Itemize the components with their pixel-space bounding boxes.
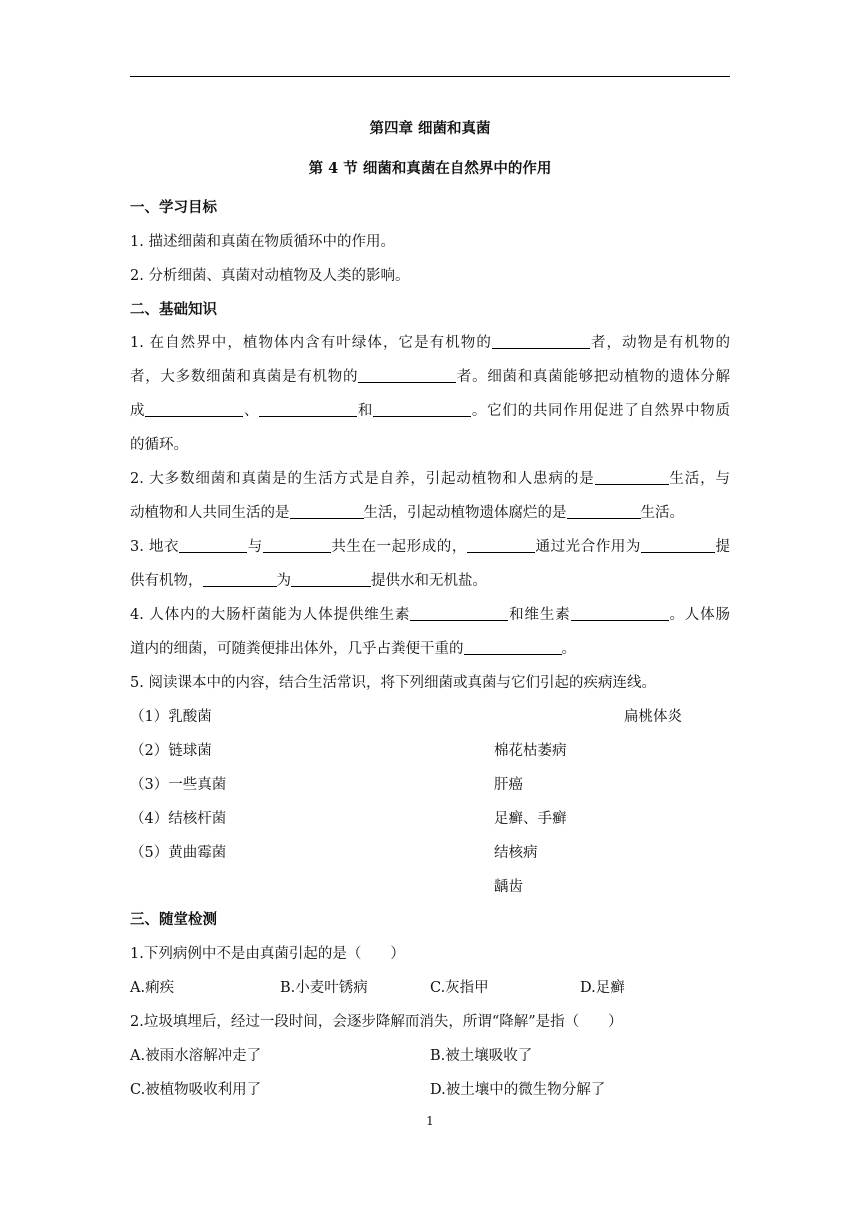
matching-row (130, 775, 730, 795)
answer-blank[interactable] (595, 469, 669, 485)
answer-blank[interactable] (358, 367, 456, 383)
disease-item[interactable]: 棉花枯萎病 (494, 743, 567, 759)
organism-item[interactable]: （1）乳酸菌 (130, 709, 212, 725)
matching-row (130, 707, 730, 727)
organism-item[interactable]: （3）一些真菌 (130, 777, 227, 793)
answer-blank[interactable] (259, 401, 357, 417)
q3-line2: 供有机物， 为 提供水和无机盐。 (130, 573, 487, 589)
q2-line1: 2. 大多数细菌和真菌是的生活方式是自养，引起动植物和人患病的是 生活，与 (130, 471, 730, 487)
q1-line3: 成 、 和 。它们的共同作用促进了自然界中物质 (130, 403, 731, 419)
answer-blank[interactable] (291, 571, 371, 587)
q4-line2: 道内的细菌，可随粪便排出体外，几乎占粪便干重的 。 (130, 641, 576, 657)
disease-item[interactable]: 龋齿 (494, 879, 523, 895)
q1-line4: 的循环。 (130, 437, 188, 453)
answer-blank[interactable] (145, 401, 243, 417)
answer-blank[interactable] (567, 503, 641, 519)
answer-blank[interactable] (467, 537, 535, 553)
answer-blank[interactable] (492, 333, 590, 349)
option-b[interactable]: B.被土壤吸收了 (430, 1048, 533, 1064)
option-c[interactable]: C.被植物吸收利用了 (130, 1082, 262, 1098)
q5-prompt: 5. 阅读课本中的内容，结合生活常识，将下列细菌或真菌与它们引起的疾病连线。 (130, 675, 656, 691)
matching-row (130, 843, 730, 863)
answer-blank[interactable] (179, 537, 247, 553)
option-a[interactable]: A.被雨水溶解冲走了 (130, 1048, 262, 1064)
answer-blank[interactable] (290, 503, 364, 519)
organism-item[interactable]: （5）黄曲霉菌 (130, 845, 227, 861)
page-number: 1 (426, 1114, 434, 1128)
objectives-heading: 一、学习目标 (130, 199, 217, 216)
disease-item[interactable]: 扁桃体炎 (624, 709, 682, 725)
option-c[interactable]: C.灰指甲 (430, 980, 489, 996)
option-d[interactable]: D.被土壤中的微生物分解了 (430, 1082, 606, 1098)
answer-blank[interactable] (571, 605, 669, 621)
organism-item[interactable]: （4）结核杆菌 (130, 811, 227, 827)
q1-line2: 者，大多数细菌和真菌是有机物的 者。细菌和真菌能够把动植物的遗体分解 (130, 369, 731, 385)
answer-blank[interactable] (641, 537, 715, 553)
option-a[interactable]: A.痢疾 (130, 980, 175, 996)
objective-item: 1. 描述细菌和真菌在物质循环中的作用。 (130, 234, 395, 250)
matching-row (130, 741, 730, 761)
q4-line1: 4. 人体内的大肠杆菌能为人体提供维生素 和维生素 。人体肠 (130, 607, 731, 623)
chapter-title: 第四章 细菌和真菌 (369, 120, 491, 137)
q1-line1: 1. 在自然界中，植物体内含有叶绿体，它是有机物的 者，动物是有机物的 (130, 335, 730, 351)
disease-item[interactable]: 肝癌 (494, 777, 523, 793)
option-d[interactable]: D.足癣 (580, 980, 625, 996)
answer-blank[interactable] (373, 401, 471, 417)
option-b[interactable]: B.小麦叶锈病 (280, 980, 368, 996)
header-rule (130, 76, 730, 77)
disease-item[interactable]: 足癣、手癣 (494, 811, 567, 827)
answer-blank[interactable] (203, 571, 277, 587)
organism-item[interactable]: （2）链球菌 (130, 743, 212, 759)
q3-line1: 3. 地衣 与 共生在一起形成的， 通过光合作用为 提 (130, 539, 731, 555)
answer-blank[interactable] (263, 537, 331, 553)
check-q2-stem: 2.垃圾填埋后，经过一段时间，会逐步降解而消失，所谓“降解”是指（ ） (130, 1014, 623, 1030)
basics-heading: 二、基础知识 (130, 301, 217, 318)
disease-item[interactable]: 结核病 (494, 845, 538, 861)
answer-blank[interactable] (464, 639, 562, 655)
section-title: 第 4 节 细菌和真菌在自然界中的作用 (308, 160, 552, 177)
check-heading: 三、随堂检测 (130, 911, 217, 928)
q2-line2: 动植物和人共同生活的是 生活，引起动植物遗体腐烂的是 生活。 (130, 505, 684, 521)
matching-row (130, 809, 730, 829)
check-q1-stem: 1.下列病例中不是由真菌引起的是（ ） (130, 946, 405, 962)
objective-item: 2. 分析细菌、真菌对动植物及人类的影响。 (130, 268, 410, 284)
answer-blank[interactable] (410, 605, 508, 621)
